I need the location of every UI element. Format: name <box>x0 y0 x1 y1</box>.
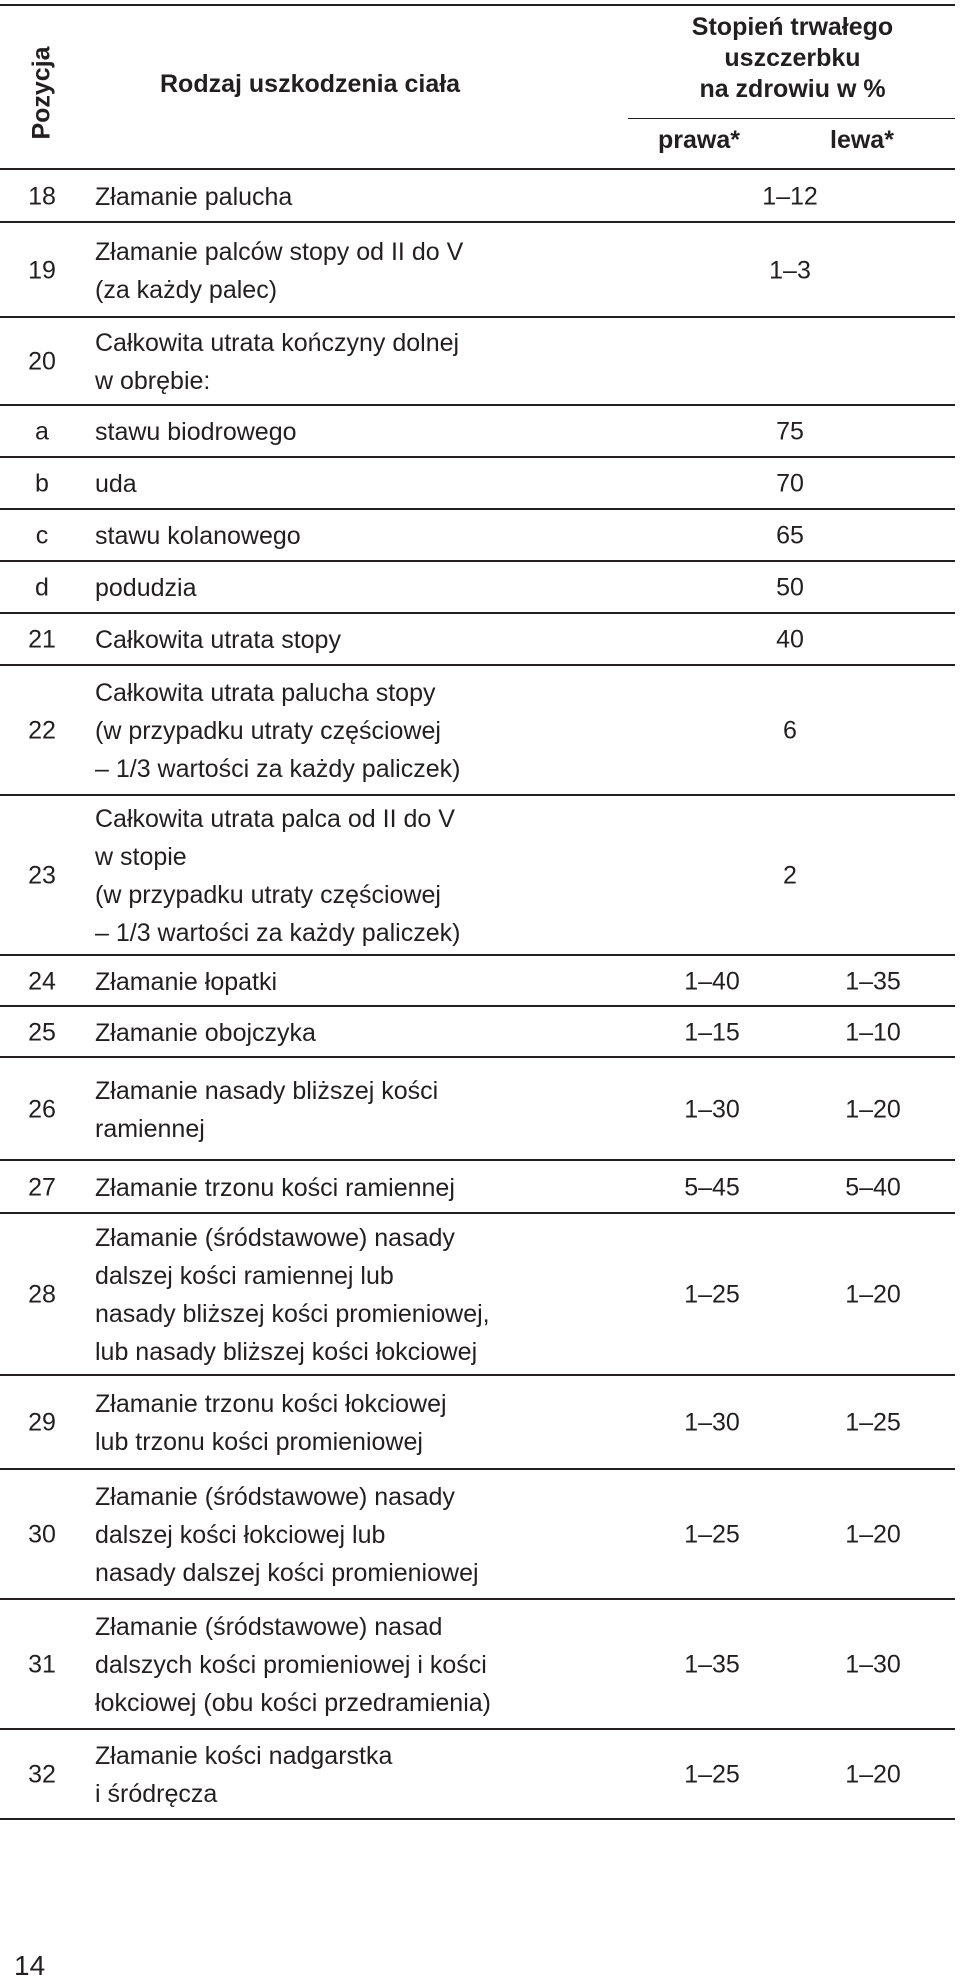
row-position: 23 <box>28 861 56 890</box>
row-value-merged: 40 <box>776 625 804 654</box>
row-position: 31 <box>28 1650 56 1679</box>
row-description-line: w obrębie: <box>95 367 211 395</box>
row-position: 24 <box>28 967 56 995</box>
column-header-right: prawa* <box>658 126 740 154</box>
row-value-left: 1–25 <box>845 1408 901 1437</box>
table-rule <box>0 664 955 666</box>
row-position: 30 <box>28 1520 56 1549</box>
row-position: 21 <box>28 625 56 654</box>
row-description-line: (w przypadku utraty częściowej <box>95 881 441 909</box>
column-header-injury-type: Rodzaj uszkodzenia ciała <box>160 70 461 98</box>
column-header-impairment-line: uszczerbku <box>724 44 861 72</box>
row-description-line: Złamanie kości nadgarstka <box>95 1742 393 1770</box>
table-rule <box>0 1598 955 1600</box>
row-description-line: Całkowita utrata palca od II do V <box>95 805 455 833</box>
table-rule <box>0 1728 955 1730</box>
row-description-line: stawu biodrowego <box>95 418 297 446</box>
row-description-line: Całkowita utrata stopy <box>95 626 341 654</box>
row-value-merged: 70 <box>776 469 804 498</box>
column-header-position-label: Pozycja <box>27 46 56 140</box>
row-description-line: (w przypadku utraty częściowej <box>95 717 441 745</box>
row-value-merged: 2 <box>783 861 797 890</box>
row-description-line: nasady dalszej kości promieniowej <box>95 1559 479 1587</box>
row-description-line: Złamanie (śródstawowe) nasad <box>95 1613 443 1641</box>
row-position: 25 <box>28 1018 56 1046</box>
row-description-line: ramiennej <box>95 1114 205 1143</box>
row-position: c <box>35 521 49 550</box>
column-header-impairment-degree <box>630 12 955 105</box>
row-description-line: lub trzonu kości promieniowej <box>95 1428 423 1456</box>
row-description-line: Złamanie łopatki <box>95 967 278 996</box>
row-description-line: Złamanie trzonu kości łokciowej <box>95 1390 447 1418</box>
row-description-line: lub nasady bliższej kości łokciowej <box>95 1338 478 1366</box>
column-header-impairment-line: na zdrowiu w % <box>699 75 886 103</box>
row-value-merged: 6 <box>783 716 797 745</box>
table-rule <box>0 1212 955 1214</box>
column-header-position <box>20 18 64 168</box>
row-value-merged: 75 <box>776 417 804 446</box>
column-header-impairment-line: Stopień trwałego <box>691 13 894 41</box>
table-rule <box>0 168 955 170</box>
row-value-merged: 65 <box>776 521 804 550</box>
row-value-left: 1–30 <box>845 1650 901 1679</box>
row-description-line: – 1/3 wartości za każdy paliczek) <box>95 919 461 947</box>
row-value-merged: 1–3 <box>769 256 811 284</box>
row-position: 22 <box>28 716 56 745</box>
row-value-merged: 1–12 <box>762 182 818 210</box>
table-rule <box>0 794 955 796</box>
row-description-line: dalszej kości ramiennej lub <box>95 1262 394 1290</box>
row-description-line: Złamanie palców stopy od II do V <box>95 237 464 266</box>
row-description-line: Złamanie trzonu kości ramiennej <box>95 1173 455 1202</box>
table-rule <box>0 954 955 956</box>
table-rule <box>0 508 955 510</box>
table-rule <box>0 4 955 6</box>
row-description-line: dalszych kości promieniowej i kości <box>95 1651 487 1679</box>
row-position: 19 <box>28 256 56 284</box>
row-description-line: uda <box>95 470 137 498</box>
row-value-left: 1–20 <box>845 1760 901 1789</box>
row-description-line: (za każdy palec) <box>95 275 278 304</box>
row-description-line: – 1/3 wartości za każdy paliczek) <box>95 755 461 783</box>
table-rule <box>0 1056 955 1058</box>
row-description-line: Złamanie (śródstawowe) nasady <box>95 1224 455 1252</box>
row-value-right: 1–30 <box>684 1095 740 1123</box>
row-value-right: 1–30 <box>684 1408 740 1437</box>
table-rule <box>0 560 955 562</box>
row-description-line: Złamanie (śródstawowe) nasady <box>95 1483 455 1511</box>
page-number: 14 <box>14 1950 46 1981</box>
row-value-left: 1–35 <box>845 967 901 995</box>
row-position: 28 <box>28 1280 56 1309</box>
table-rule <box>0 1818 955 1820</box>
column-header-left: lewa* <box>830 126 894 154</box>
row-description-line: nasady bliższej kości promieniowej, <box>95 1300 490 1328</box>
row-description-line: i śródręcza <box>95 1780 218 1808</box>
row-value-right: 1–35 <box>684 1650 740 1679</box>
row-position: 29 <box>28 1408 56 1437</box>
row-description-line: Całkowita utrata kończyny dolnej <box>95 329 460 357</box>
table-rule <box>0 316 955 318</box>
row-value-left: 1–20 <box>845 1280 901 1309</box>
row-value-right: 1–25 <box>684 1280 740 1309</box>
row-description-line: stawu kolanowego <box>95 522 301 550</box>
row-description-line: Złamanie obojczyka <box>95 1018 316 1047</box>
table-rule <box>0 612 955 614</box>
row-position: a <box>35 417 49 446</box>
row-value-left: 5–40 <box>845 1173 901 1201</box>
row-position: 26 <box>28 1095 56 1123</box>
row-description-line: podudzia <box>95 574 197 602</box>
row-description-line: Całkowita utrata palucha stopy <box>95 679 436 707</box>
row-value-left: 1–20 <box>845 1520 901 1549</box>
row-value-right: 1–15 <box>684 1018 740 1046</box>
row-position: 27 <box>28 1173 56 1201</box>
row-position: 20 <box>28 347 56 376</box>
row-position: d <box>35 573 49 602</box>
row-value-left: 1–10 <box>845 1018 901 1046</box>
table-rule <box>0 456 955 458</box>
row-description-line: łokciowej (obu kości przedramienia) <box>95 1689 491 1717</box>
table-rule <box>0 221 955 223</box>
row-value-right: 1–25 <box>684 1520 740 1549</box>
header-sub-rule <box>628 118 955 119</box>
table-rule <box>0 404 955 406</box>
row-description-line: w stopie <box>95 843 187 871</box>
row-value-right: 1–25 <box>684 1760 740 1789</box>
table-rule <box>0 1005 955 1007</box>
row-value-right: 1–40 <box>684 967 740 995</box>
row-value-merged: 50 <box>776 573 804 602</box>
row-description-line: Złamanie nasady bliższej kości <box>95 1076 439 1105</box>
row-value-left: 1–20 <box>845 1095 901 1123</box>
row-description-line: dalszej kości łokciowej lub <box>95 1521 386 1549</box>
row-position: 32 <box>28 1760 56 1789</box>
table-rule <box>0 1468 955 1470</box>
table-rule <box>0 1374 955 1376</box>
row-value-right: 5–45 <box>684 1173 740 1201</box>
row-description-line: Złamanie palucha <box>95 182 293 211</box>
row-position: 18 <box>28 182 56 210</box>
row-position: b <box>35 469 49 498</box>
table-rule <box>0 1159 955 1161</box>
